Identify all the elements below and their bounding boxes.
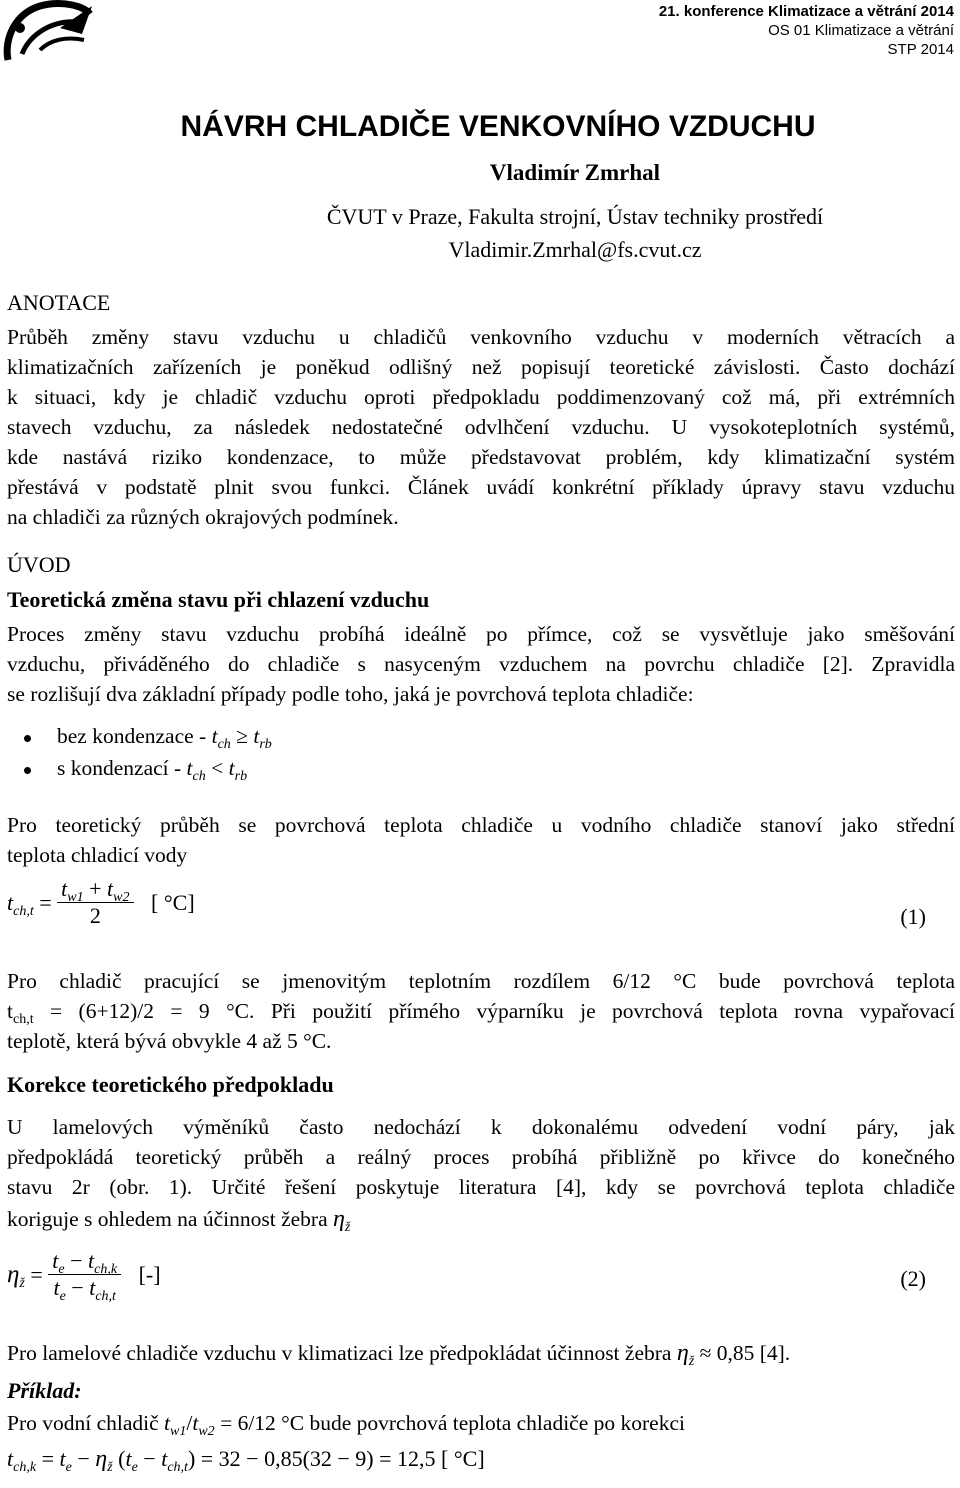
body-line: teplotě, která bývá obvykle 4 až 5 °C. [7, 1029, 332, 1053]
body-line: $t_{ch,t} = (6+12)/2 = 9$ °C. Při použití přímého výparníku je povrchová teplota rovna vypařovací [7, 999, 955, 1027]
equation-2-fraction: $\frac{t_e - t_{ch,k}}{t_e - t_{ch,t}}$ [48, 1248, 121, 1301]
conference-header [659, 2, 954, 59]
conference-name: 21. konference Klimatizace a větrání 2014 [658, 3, 954, 20]
conference-logo [0, 0, 98, 66]
bullet-item: bez kondenzace - $t_{ch} \ge t_{rb}$ [24, 724, 272, 749]
annotation-line: k situaci, kdy je chladič vzduchu oproti předpokladu poddimenzovaný což má, při extrémních [7, 385, 955, 409]
equation-1: $t_{ch,t}$ = $\frac{t_{w1} + t_{w2}}{2}$ [ °C] [7, 876, 195, 928]
bullet-dot [24, 767, 31, 774]
annotation-line: na chladiči za různých okrajových podmínek. [7, 505, 399, 529]
author-name: Vladimír Zmrhal [489, 160, 661, 185]
intro-line: Pro teoretický průběh se povrchová teplota chladiče u vodního chladiče stanoví jako střední [7, 813, 955, 837]
session-name: OS 01 Klimatizace a větrání [768, 22, 954, 39]
author-affiliation: ČVUT v Praze, Fakulta strojní, Ústav techniky prostředí [326, 204, 824, 229]
equation-1-number: (1) [900, 904, 926, 929]
annotation-line: stavech vzduchu, za následek nedostatečné odvlhčení vzduchu. U vysokoteplotních systémů, [7, 415, 955, 439]
lamella-line: Pro lamelové chladiče vzduchu v klimatizaci lze předpokládat účinnost žebra $\eta_ž \approx 0,85$ [4]. [7, 1340, 791, 1369]
correction-line: stavu 2r (obr. 1). Určité řešení poskytuje literatura [4], kdy se povrchová teplota chladiče [7, 1175, 955, 1199]
annotation-line: kde nastává riziko kondenzace, to může představovat problém, kdy klimatizační systém [7, 445, 955, 469]
bullet-item: s kondenzací - $t_{ch} < t_{rb}$ [24, 756, 247, 781]
paper-title: NÁVRH CHLADIČE VENKOVNÍHO VZDUCHU [180, 110, 816, 143]
correction-line: koriguje s ohledem na účinnost žebra $\eta_ž$ [7, 1206, 351, 1235]
example-heading: Příklad: [7, 1378, 82, 1403]
intro-subheading: Teoretická změna stavu při chlazení vzduchu [7, 587, 430, 612]
intro-line: Proces změny stavu vzduchu probíhá ideálně po přímce, což se vysvětluje jako směšování [7, 622, 955, 646]
bullet-dot [24, 735, 31, 742]
intro-heading: ÚVOD [7, 552, 71, 577]
example-line: Pro vodní chladič $t_{w1}/t_{w2} = 6/12$ °C bude povrchová teplota chladiče po korekci [7, 1411, 685, 1439]
annotation-heading: ANOTACE [7, 290, 111, 315]
intro-line: se rozlišují dva základní případy podle toho, jaká je povrchová teplota chladiče: [7, 682, 694, 706]
intro-line: teplota chladicí vody [7, 843, 188, 867]
correction-line: předpokládá teoretický průběh a reálný proces probíhá přibližně po křivce do konečného [7, 1145, 955, 1169]
annotation-line: klimatizačních zařízeních je poněkud odlišný než popisují teoretické závislosti. Často dochází [7, 355, 955, 379]
publisher-name: STP 2014 [887, 41, 954, 58]
example-formula: $t_{ch,k} = t_e - \eta_ž$ $(t_e - t_{ch,t}) = 32 - 0,85(32 - 9) = 12,5$ [ °C] [7, 1446, 485, 1475]
author-email: Vladimir.Zmrhal@fs.cvut.cz [448, 237, 702, 262]
correction-heading: Korekce teoretického předpokladu [7, 1072, 334, 1097]
equation-2-number: (2) [900, 1266, 926, 1291]
correction-line: U lamelových výměníků často nedochází k dokonalému odvedení vodní páry, jak [7, 1115, 955, 1139]
equation-2: $\eta_ž$ = $\frac{t_e - t_{ch,k}}{t_e - t_{ch,t}}$ [-] [7, 1248, 161, 1304]
equation-1-fraction: $\frac{t_{w1} + t_{w2}}{2}$ [57, 876, 133, 929]
body-line: Pro chladič pracující se jmenovitým teplotním rozdílem 6/12 °C bude povrchová teplota [7, 969, 955, 993]
intro-line: vzduchu, přiváděného do chladiče s nasyceným vzduchem na povrchu chladiče [2]. Zpravidla [7, 652, 955, 676]
annotation-line: Průběh změny stavu vzduchu u chladičů venkovního vzduchu v moderních větracích a [7, 325, 955, 349]
annotation-line: přestává v podstatě plnit svou funkci. Článek uvádí konkrétní příklady úpravy stavu vzduchu [7, 475, 955, 499]
